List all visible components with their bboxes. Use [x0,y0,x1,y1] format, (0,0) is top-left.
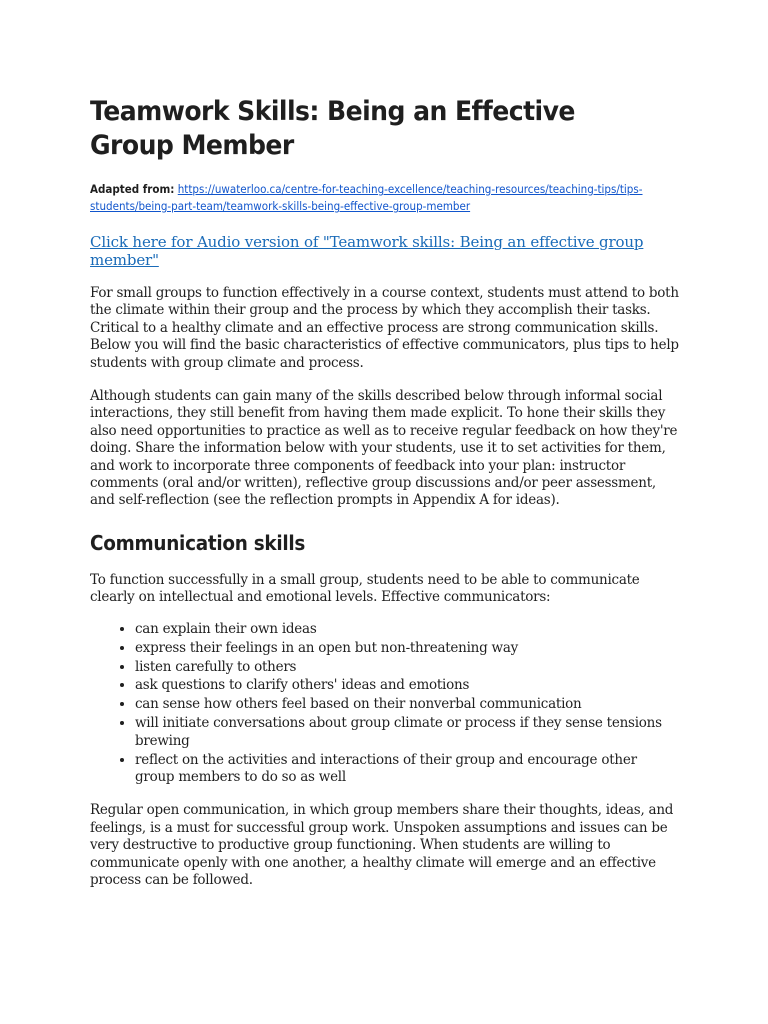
adapted-from-line [90,181,666,215]
list-item: • will initiate conversations about group climate or process if they sense tensions brewing [135,715,680,750]
document-page [90,95,690,889]
adapted-from-label: Adapted from: [90,182,175,196]
list-item: • reflect on the activities and interactions of their group and encourage other group members to do so as well [135,752,680,787]
list-item: • can sense how others feel based on their nonverbal communication [135,696,680,713]
communication-intro-paragraph: To function successfully in a small group, students need to be able to communicate clearly on intellectual and emotional levels. Effective communicators: [90,571,640,606]
list-item: • can explain their own ideas [135,621,680,638]
source-url-link[interactable]: https://uwaterloo.ca/centre-for-teaching-excellence/teaching-resources/teaching-tips/tips-students/being-part-team/teamwork-skills-being-effective-group-member [90,182,643,213]
list-item: • express their feelings in an open but non-threatening way [135,640,680,657]
feedback-paragraph: Although students can gain many of the skills described below through informal social interactions, they still benefit from having them made explicit. To hone their skills they also need opportunities to practice as well as to receive regular feedback on how they're doing. Share the information below with your students, use it to set activities for them, and work to incorporate three components of feedback into your plan: instructor comments (oral and/or written), reflective group discussions and/or peer assessment, and self-reflection (see the reflection prompts in Appendix A for ideas). [90,388,678,509]
list-item: • listen carefully to others [135,659,680,676]
communicator-traits-list [90,621,680,787]
document-title: Teamwork Skills: Being an Effective Group Member [90,96,575,161]
list-item: • ask questions to clarify others' ideas and emotions [135,677,680,694]
closing-paragraph: Regular open communication, in which group members share their thoughts, ideas, and feelings, is a must for successful group work. Unspoken assumptions and issues can be very destructive to productive group functioning. When students are willing to communicate openly with one another, a healthy climate will emerge and an effective process can be followed. [90,802,674,888]
intro-paragraph: For small groups to function effectively in a course context, students must attend to both the climate within their group and the process by which they accomplish their tasks. Critical to a healthy climate and an effective process are strong communication skills. Below you will find the basic characteristics of effective communicators, plus tips to help students with group climate and process. [90,285,679,371]
audio-version-link[interactable]: Click here for Audio version of "Teamwork skills: Being an effective group member" [90,233,644,269]
section-heading-communication: Communication skills [90,530,306,555]
